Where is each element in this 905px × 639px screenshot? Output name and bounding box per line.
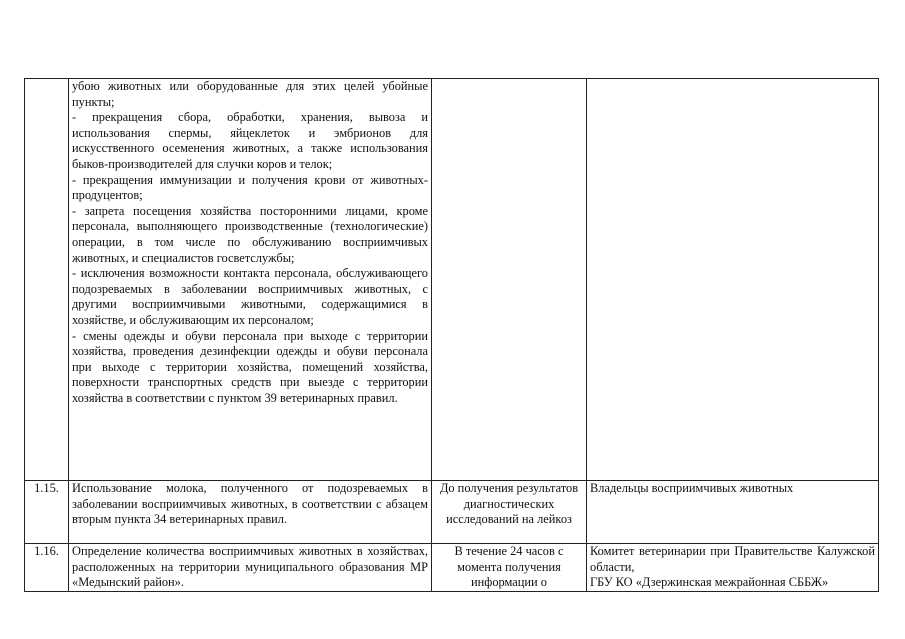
responsible-line: ГБУ КО «Дзержинская межрайонная СББЖ» <box>590 575 829 590</box>
row-number: 1.15. <box>25 481 69 544</box>
action-paragraph: - запрета посещения хозяйства посторонними лицами, кроме персонала, выполняющего производственные (технологические) операции, в том числе по обслуживанию восприимчивых животных, и специалистов госветслужбы; <box>72 203 428 265</box>
responsible-cell: Владельцы восприимчивых животных <box>587 481 879 544</box>
term-cell <box>432 79 587 481</box>
term-cell: В течение 24 часов с момента получения информации о <box>432 544 587 592</box>
responsible-line: Комитет ветеринарии при Правительстве Калужской области, <box>590 544 875 574</box>
table-row <box>25 79 879 481</box>
action-paragraph: - смены одежды и обуви персонала при выходе с территории хозяйства, проведения дезинфекции одежды и обуви персонала при выходе с территории хозяйства, помещений хозяйства, поверхности транспортных средств при выезде с территории хозяйства в соответствии с пунктом 39 ветеринарных правил. <box>72 328 428 405</box>
responsible-cell <box>587 544 879 592</box>
table-row <box>25 481 879 544</box>
measures-table <box>24 78 879 592</box>
action-paragraph: - исключения возможности контакта персонала, обслуживающего подозреваемых в заболевании восприимчивых животных, с другими восприимчивыми животными, содержащимися в хозяйстве, и обслуживающим их персоналом; <box>72 266 428 327</box>
table-row <box>25 544 879 592</box>
row-number: 1.16. <box>25 544 69 592</box>
row-number <box>25 79 69 481</box>
term-cell: До получения результатов диагностических исследований на лейкоз <box>432 481 587 544</box>
action-paragraph: - прекращения иммунизации и получения крови от животных-продуцентов; <box>72 172 428 203</box>
responsible-cell <box>587 79 879 481</box>
action-cell: Использование молока, полученного от подозреваемых в заболевании восприимчивых животных, в соответствии с абзацем вторым пункта 34 ветеринарных правил. <box>69 481 432 544</box>
action-cell: Определение количества восприимчивых животных в хозяйствах, расположенных на территории муниципального образования МР «Медынский район». <box>69 544 432 592</box>
action-cell <box>69 79 432 481</box>
action-paragraph: - прекращения сбора, обработки, хранения, вывоза и использования спермы, яйцеклеток и эмбрионов для искусственного осеменения животных, а также использования быков-производителей для случки коров и телок; <box>72 110 428 171</box>
action-paragraph: убою животных или оборудованные для этих целей убойные пункты; <box>72 79 428 109</box>
